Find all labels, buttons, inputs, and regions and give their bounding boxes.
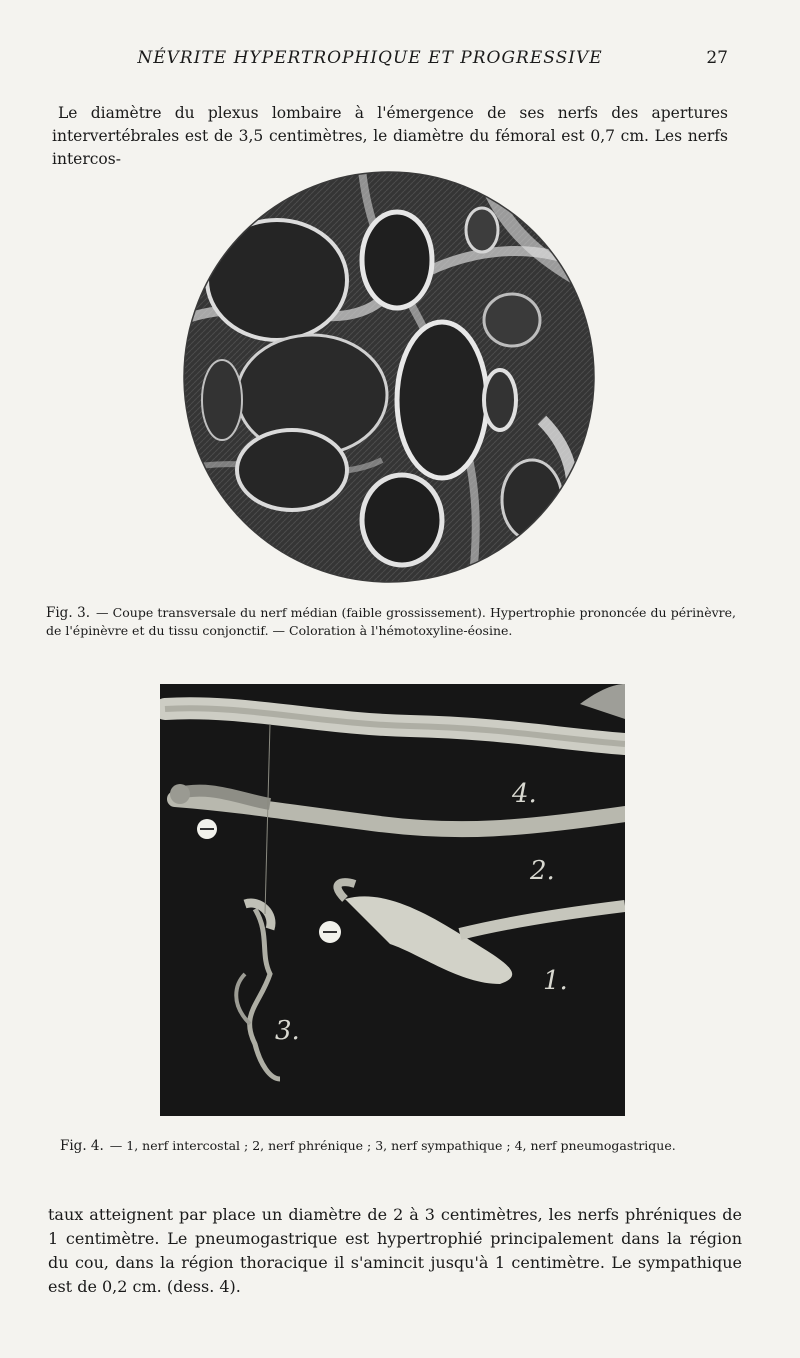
body-paragraph-top: Le diamètre du plexus lombaire à l'émergence de ses nerfs des apertures intervertébrales est de 3,5 centimètres, le diamètre du fémoral est 0,7 cm. Les nerfs intercos- (52, 103, 728, 168)
figure-4-photograph (160, 684, 625, 1116)
mark-4: 4. (512, 779, 537, 809)
figure-3-label: Fig. 3. (46, 605, 90, 621)
page-header (0, 48, 800, 72)
mark-1: 1. (543, 966, 568, 996)
mark-3: 3. (275, 1016, 300, 1046)
page-number: 27 (706, 48, 728, 68)
running-title: NÉVRITE HYPERTROPHIQUE ET PROGRESSIVE (137, 48, 603, 68)
figure-3-micrograph (182, 170, 597, 585)
figure-3-caption-text: — Coupe transversale du nerf médian (faible grossissement). Hypertrophie prononcée du périnèvre, de l'épinèvre et du tissu conjonctif. — Coloration à l'hémotoxyline-éosine. (46, 605, 737, 638)
figure-4-caption (60, 1137, 750, 1155)
figure-4-label: Fig. 4. (60, 1138, 104, 1154)
body-paragraph-bottom: taux atteignent par place un diamètre de 2 à 3 centimètres, les nerfs phréniques de 1 centimètre. Le pneumogastrique est hypertrophié principalement dans la région du cou, dans la région thoracique il s'amincit jusqu'à 1 centimètre. Le sympathique est de 0,2 cm. (dess. 4). (48, 1205, 742, 1296)
micrograph-image (182, 170, 597, 585)
nerves-photo (160, 684, 625, 1116)
figure-3-caption (46, 604, 736, 639)
mark-2: 2. (530, 856, 555, 886)
figure-4-caption-text: — 1, nerf intercostal ; 2, nerf phrénique ; 3, nerf sympathique ; 4, nerf pneumogastrique. (109, 1138, 676, 1153)
